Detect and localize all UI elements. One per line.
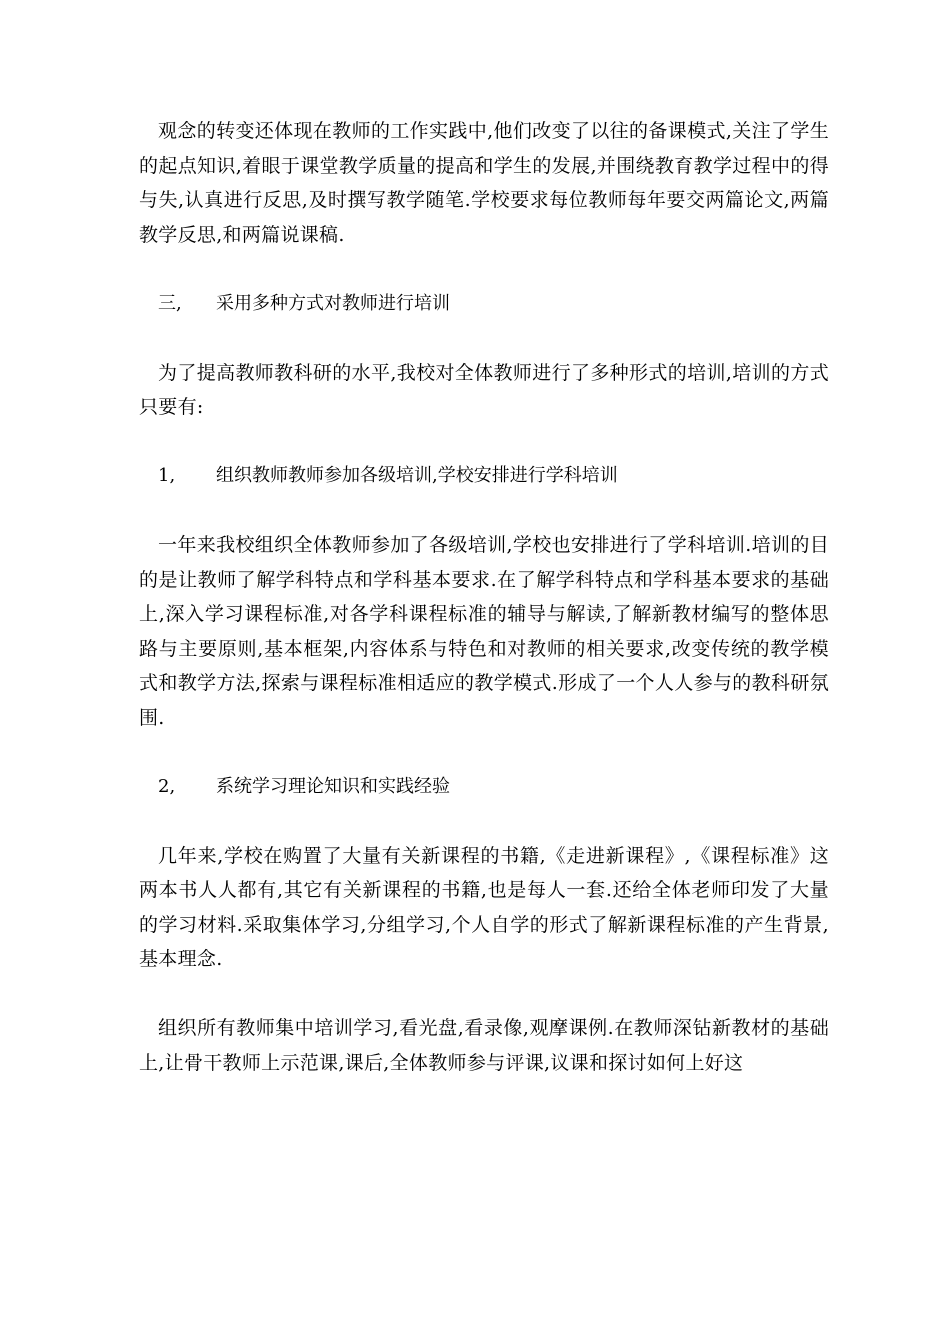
subsection-number: 2, bbox=[158, 775, 176, 797]
paragraph-gap bbox=[139, 804, 829, 839]
paragraph-training-intro: 为了提高教师教科研的水平,我校对全体教师进行了多种形式的培训,培训的方式只要有: bbox=[139, 361, 829, 418]
subsection-heading-1 bbox=[139, 459, 829, 494]
section-number: 三, bbox=[158, 292, 182, 314]
section-heading-training-methods bbox=[139, 287, 829, 322]
paragraph-gap bbox=[139, 252, 829, 287]
subsection-number: 1, bbox=[158, 465, 176, 486]
paragraph-collective-training: 组织所有教师集中培训学习,看光盘,看录像,观摩课例.在教师深钻新教材的基础上,让骨干教师上示范课,课后,全体教师参与评课,议课和探讨如何上好这 bbox=[139, 1017, 829, 1074]
paragraph-teacher-practice: 观念的转变还体现在教师的工作实践中,他们改变了以往的备课模式,关注了学生的起点知识,着眼于课堂教学质量的提高和学生的发展,并围绕教育教学过程中的得与失,认真进行反思,及时撰写教学随笔.学校要求每位教师每年要交两篇论文,两篇教学反思,和两篇说课稿. bbox=[139, 120, 829, 246]
paragraph-gap bbox=[139, 321, 829, 356]
subsection-title: 组织教师教师参加各级培训,学校安排进行学科培训 bbox=[216, 465, 618, 486]
section-title: 采用多种方式对教师进行培训 bbox=[216, 292, 450, 314]
paragraph-study-materials: 几年来,学校在购置了大量有关新课程的书籍,《走进新课程》,《课程标准》这两本书人人都有,其它有关新课程的书籍,也是每人一套.还给全体老师印发了大量的学习材料.采取集体学习,分组学习,个人自学的形式了解新课程标准的产生背景,基本理念. bbox=[139, 844, 829, 970]
paragraph-subject-training: 一年来我校组织全体教师参加了各级培训,学校也安排进行了学科培训.培训的目的是让教师了解学科特点和学科基本要求.在了解学科特点和学科基本要求的基础上,深入学习课程标准,对各学科课程标准的辅导与解读,了解新教材编写的整体思路与主要原则,基本框架,内容体系与特色和对教师的相关要求,改变传统的教学模式和教学方法,探索与课程标准相适应的教学模式.形成了一个人人参与的教科研氛围. bbox=[139, 534, 829, 729]
subsection-title: 系统学习理论知识和实践经验 bbox=[216, 775, 450, 797]
paragraph-gap bbox=[139, 735, 829, 770]
document-body bbox=[139, 114, 829, 1080]
subsection-heading-2 bbox=[139, 770, 829, 805]
paragraph-gap bbox=[139, 494, 829, 529]
paragraph-gap bbox=[139, 977, 829, 1012]
paragraph-gap bbox=[139, 425, 829, 460]
